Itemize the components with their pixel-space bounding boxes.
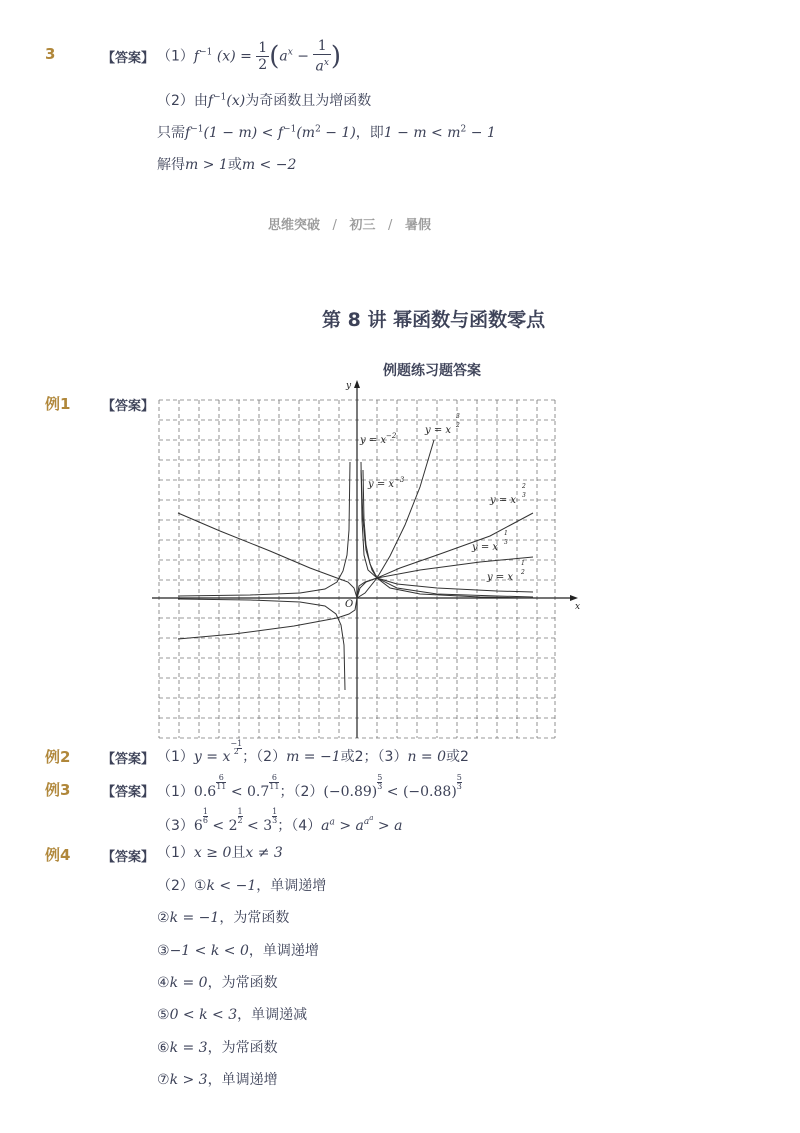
example-3-number: 例3 [45,781,71,799]
ex3-p3: （3） [157,818,194,834]
q3-l3-sup1: −1 [190,124,204,135]
q3-l3-sup2: −1 [283,124,297,135]
curve-x-2-3-left [178,513,357,598]
ex2-or2: 或 [446,749,461,765]
q3-l1-f: f [193,48,200,65]
q3-l3-expr2: 1 − m < m [383,125,461,141]
lecture-subtitle: 例题练习题答案 [383,363,481,379]
ex3-p4: ；（4） [277,818,322,834]
q3-l3-mid2: (m [296,125,316,141]
ex3-a1: 0.6 [193,784,217,800]
ex2-e2: m = −1 [286,749,341,765]
ex3-c2-exp: $\frac{1}{2}$ [237,807,243,825]
q3-line-3 [157,122,496,142]
example-3-line-1 [157,774,462,801]
ex3-lt4: < [242,818,264,834]
origin-label: O [345,599,354,610]
ex4-item-4: ④k = 0，为常函数 [157,975,278,991]
q3-line-1: $(1)f^{-1}$ (x) = $\frac{1}{2}$ ($a^x$ − $\frac{1}{a^x}$ ) [157,38,342,75]
ex3-a1-exp: $\frac{6}{11}$ [216,773,227,791]
q3-l1-a: a [279,48,288,65]
page-footer [268,214,431,233]
ex3-gt1: > a [334,818,364,834]
ex3-b1: (−0.89) [323,784,378,800]
label-x-2-3-den: 3 [522,492,526,499]
footer-sep-1: / [332,218,337,233]
ex2-p3: ；（3） [363,749,408,765]
q3-l3-sq2: 2 [460,124,467,135]
label-x-neg1-2-den: 2 [521,569,525,576]
label-x-2-3: y = x [490,495,517,506]
ex4-item-1: （2）①k < −1，单调递增 [157,878,327,894]
ex3-a2-exp: $\frac{6}{11}$ [269,773,280,791]
example-3-tag: 【答案】 [102,785,155,800]
q3-l2-sup: −1 [213,92,227,103]
curve-x-2-3-right [357,513,533,598]
q3-l1-half: $\frac{1}{2}$ [258,39,268,73]
label-x-3-2-den: 2 [456,422,460,429]
q3-l4-a: m > 1 [185,157,228,173]
q3-l3-sep: ，即 [355,125,384,141]
ex4-l1-and: 且 [231,845,246,861]
q3-line-4 [157,154,296,174]
ex3-lt1: < [226,784,248,800]
curve-x-neg2-left [178,462,350,596]
q3-l3-mid1: (1 − m) < f [203,125,284,141]
ex3-d1-sup: a [329,817,335,828]
q3-l3-end: − 1 [466,125,496,141]
ex3-a2: 0.7 [247,784,270,800]
q3-l4-prefix: 解得 [157,157,185,173]
ex3-p1: （1） [157,784,194,800]
footer-brand: 思维突破 [268,218,321,233]
ex4-l1-b: x ≠ 3 [245,845,283,861]
x-axis-label: x [575,602,581,612]
label-x-neg3: $y = x^{-3}$ [368,476,405,490]
footer-sep-2: / [388,218,393,233]
ex4-item-2: ②k = −1，为常函数 [157,910,290,926]
label-x-3-2: y = x [425,425,452,436]
q3-l2-text: 为奇函数且为增函数 [245,93,372,109]
answer-tag: 【答案】 [102,51,155,66]
q3-l3-mid3: − 1) [320,125,356,141]
power-function-graph [150,378,590,740]
ex3-c3: 3 [263,818,273,834]
ex2-e3: n = 0 [407,749,447,765]
ex2-e3b: 2 [460,749,469,765]
lecture-title: 第 8 讲 幂函数与函数零点 [322,309,546,331]
ex4-item-3: ③−1 < k < 0，单调递增 [157,943,319,959]
ex3-b2-exp: $\frac{5}{3}$ [456,773,462,791]
example-4-tag: 【答案】 [102,850,155,865]
ex3-lt2: < [382,784,403,800]
ex4-item-6: ⑥k = 3，为常函数 [157,1040,278,1056]
ex3-d2-sup: aa [363,814,374,828]
q3-line-2 [157,90,371,110]
ex3-lt3: < [207,818,229,834]
q3-l1-sup: −1 [199,47,213,58]
example-2-answer [157,740,469,766]
ex3-b1-exp: $\frac{5}{3}$ [377,773,383,791]
ex2-or1: 或 [340,749,355,765]
q3-l3-sq: 2 [315,124,321,135]
q3-l1-minus: − [297,48,309,65]
example-2-tag: 【答案】 [102,752,155,767]
ex4-item-7: ⑦k > 3，单调递增 [157,1072,278,1088]
ex2-p2: ；（2） [242,749,287,765]
ex4-l1-prefix: （1） [157,845,194,861]
q3-l2-arg: (x) [226,93,246,109]
q3-l4-or: 或 [227,157,242,173]
example-3-line-2 [157,808,402,835]
ex4-l1-a: x ≥ 0 [193,845,232,861]
ex3-p2: ；（2） [279,784,324,800]
label-x-neg1-2-num: 1 [521,560,525,567]
q3-l1-arg: (x) = [216,48,252,65]
example-4-number: 例4 [45,846,71,864]
q3-l4-b: m < −2 [241,157,297,173]
label-x-3-2-num: 3 [456,413,460,420]
footer-grade: 初三 [349,218,376,233]
curve-x-1-3-left [178,598,357,639]
label-x-2-3-num: 2 [522,483,526,490]
curve-x-neg3-left [178,599,345,690]
q3-l1-prefix: （1） [157,48,194,65]
q3-l2-f: f [207,93,214,109]
ex4-item-5: ⑤0 < k < 3，单调递减 [157,1007,308,1023]
ex3-c2: 2 [228,818,238,834]
ex3-d1: a [321,818,330,834]
ex3-c1-exp: $\frac{1}{6}$ [202,807,208,825]
q3-l1-frac: $\frac{1}{a^x}$ [315,38,329,75]
ex2-p1: （1） [157,749,194,765]
question-number: 3 [45,45,56,63]
example-1-tag: 【答案】 [102,399,155,414]
label-x-1-3-den: 3 [504,539,508,546]
ex3-c3-exp: $\frac{1}{3}$ [272,807,278,825]
ex3-gt2: > a [373,818,403,834]
y-axis-label: y [346,381,352,391]
q3-l1-x: x [287,47,293,58]
label-x-neg2: $y = x^{-2}$ [360,432,397,446]
example-2-number: 例2 [45,748,71,766]
ex3-c1: 6 [193,818,203,834]
ex2-e2b: 2 [354,749,364,765]
label-x-1-3: y = x [472,542,499,553]
ex2-e1: y = x [193,749,231,765]
example-1-number: 例1 [45,395,71,413]
q3-l3-f1: f [185,125,191,141]
label-x-1-3-num: 1 [504,530,508,537]
footer-term: 暑假 [404,218,431,233]
label-x-neg1-2: y = x [487,572,514,583]
ex2-e1-exp: −1 2 [230,739,243,756]
q3-l2-prefix: （2）由 [157,93,208,109]
q3-l3-prefix: 只需 [157,125,185,141]
ex3-b2: (−0.88) [402,784,457,800]
example-4-line-1 [157,842,283,862]
